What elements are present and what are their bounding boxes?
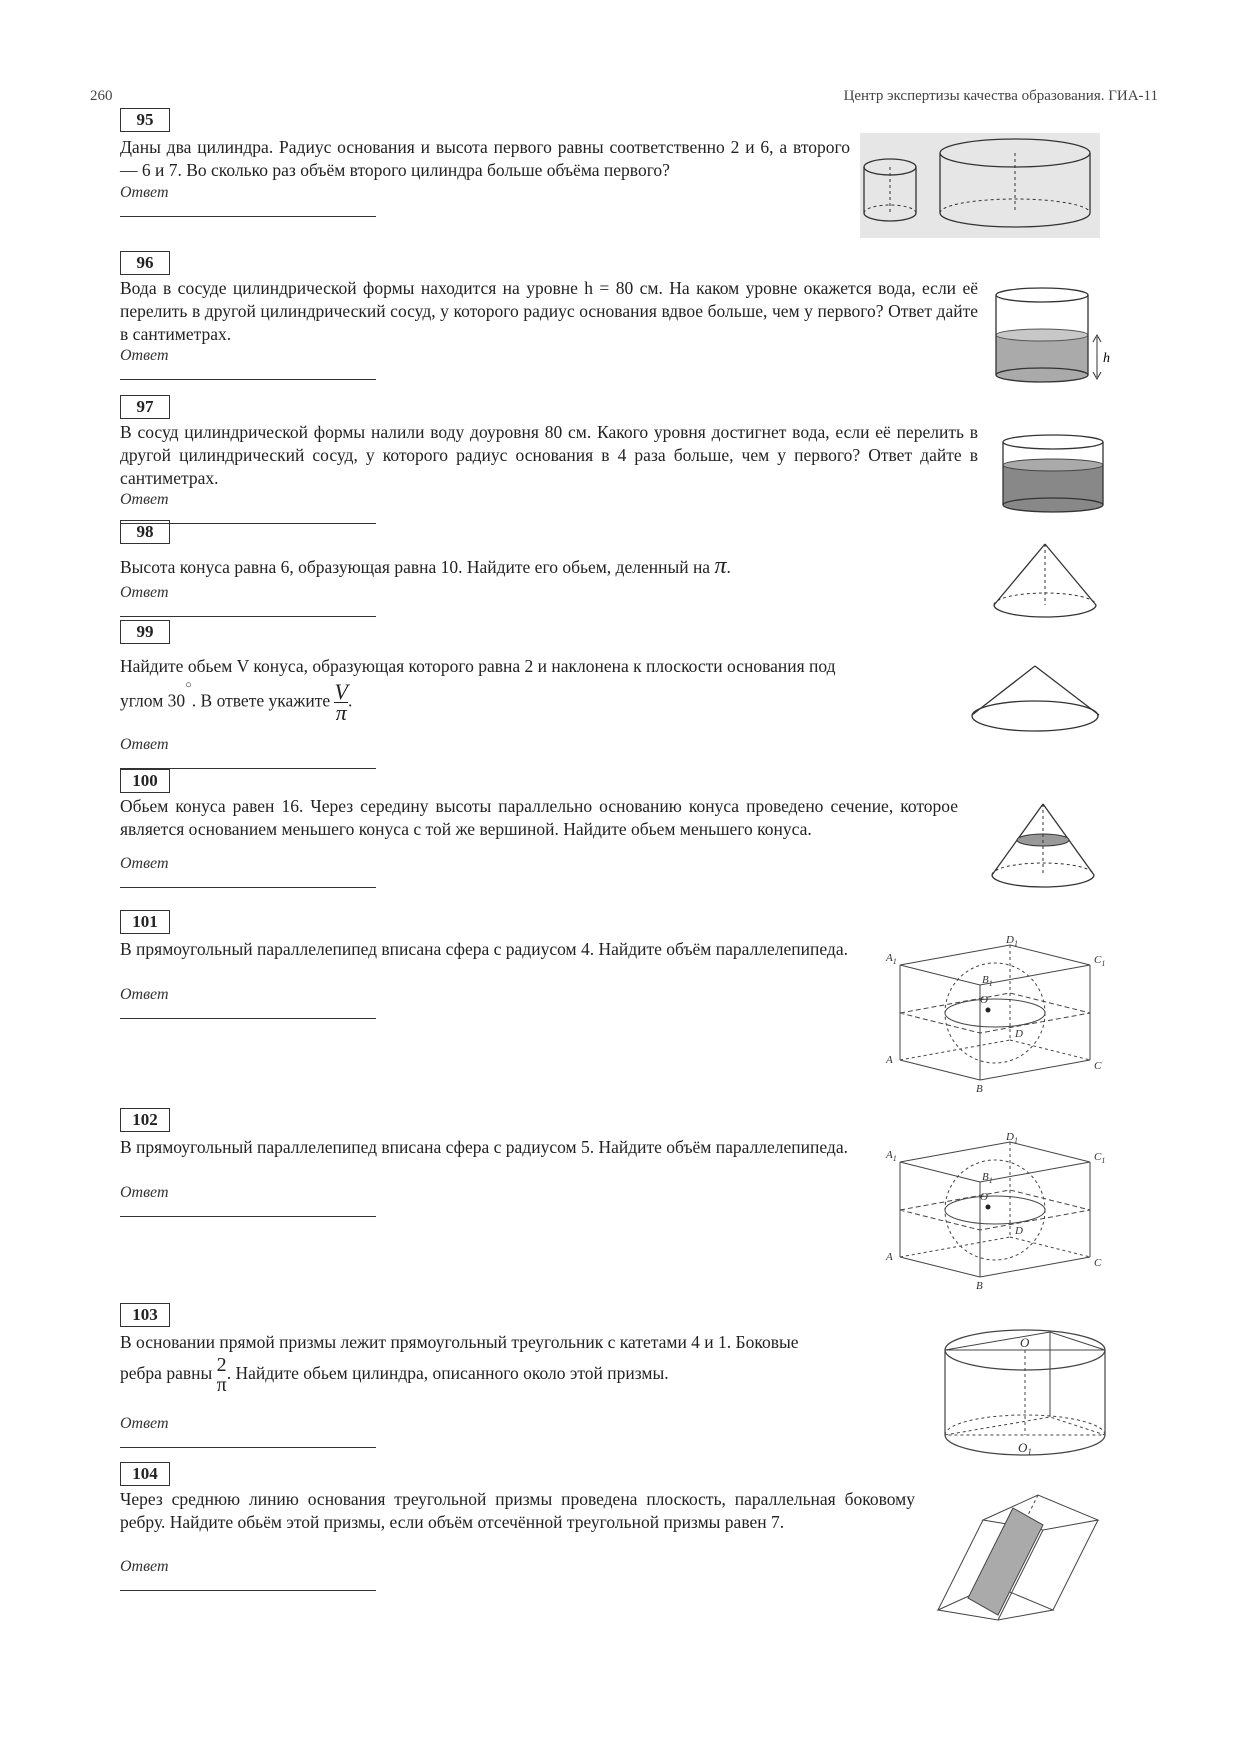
problem-text-line2: углом 30○. В ответе укажите $\frac{V}{\pi}$. xyxy=(120,678,353,725)
answer-label: Ответ xyxy=(120,347,169,364)
degree-sign: ○ xyxy=(185,678,192,691)
problem-text: Обьем конуса равен 16. Через середину высоты параллельно основанию конуса проведено сечение, которое является основанием меньшего конуса с той же вершиной. Найдите обьем меньшего конуса. xyxy=(120,796,958,839)
problem-number: 99 xyxy=(120,620,170,644)
problem-text: В прямоугольный параллелепипед вписана сфера с радиусом 4. Найдите объём параллелепипеда. xyxy=(120,939,848,959)
answer-field[interactable] xyxy=(120,1558,376,1596)
answer-label: Ответ xyxy=(120,491,169,508)
parallelepiped-sphere-figure-2 xyxy=(880,1132,1110,1292)
problem-number: 98 xyxy=(120,520,170,544)
answer-label: Ответ xyxy=(120,1415,169,1432)
svg-text:A: A xyxy=(886,1054,893,1066)
cone-figure xyxy=(990,540,1100,620)
answer-field[interactable] xyxy=(120,1184,376,1222)
answer-label: Ответ xyxy=(120,584,169,601)
two-cylinders-figure xyxy=(860,133,1100,238)
problem-text: В основании прямой призмы лежит прямоугольный треугольник с катетами 4 и 1. Боковые xyxy=(120,1332,799,1352)
problem-text: Через среднюю линию основания треугольной призмы проведена плоскость, параллельная боковому ребру. Найдите обьём этой призмы, если объём отсечённой треугольной призмы равен 7. xyxy=(120,1489,915,1532)
cone-flat-figure xyxy=(968,660,1103,745)
parallelepiped-sphere-figure xyxy=(880,935,1110,1095)
problem-text: Даны два цилиндра. Радиус основания и высота первого равны соответственно 2 и 6, а второго — 6 и 7. Во сколько раз объём второго цилиндра больше объёма первого? xyxy=(120,137,850,180)
problem-text-line2: ребра равны 2 π. Найдите обьем цилиндра, описанного около этой призмы. xyxy=(120,1354,669,1396)
svg-text:B: B xyxy=(976,1280,983,1292)
svg-text:O1: $O_1$ xyxy=(1018,1440,1032,1457)
svg-text:B1: $B_1$ xyxy=(982,974,993,988)
svg-text:D1: $D_1$ xyxy=(1006,1132,1018,1145)
problem-text-main: Высота конуса равна 6, образующая равна 10. Найдите его обьем, деленный на xyxy=(120,557,711,577)
problem-number: 103 xyxy=(120,1303,170,1327)
vessel-filled-figure xyxy=(1000,430,1115,515)
svg-text:C: C xyxy=(1094,1257,1102,1269)
slanted-prism-figure xyxy=(928,1490,1108,1650)
answer-label: Ответ xyxy=(120,986,169,1003)
cone-section-figure xyxy=(988,800,1103,895)
problem-number: 102 xyxy=(120,1108,170,1132)
answer-field[interactable] xyxy=(120,986,376,1024)
problem-number: 97 xyxy=(120,395,170,419)
svg-text:C: C xyxy=(1094,1060,1102,1072)
svg-text:C1: $C_1$ xyxy=(1094,954,1106,968)
height-label: h xyxy=(1103,351,1110,366)
svg-text:D: D xyxy=(1015,1028,1023,1040)
fraction-2-over-pi: 2 π xyxy=(216,1354,227,1396)
answer-label: Ответ xyxy=(120,184,169,201)
svg-text:B1: $B_1$ xyxy=(982,1171,993,1185)
svg-text:A: A xyxy=(886,1251,893,1263)
answer-field[interactable] xyxy=(120,855,376,893)
answer-field[interactable] xyxy=(120,1415,376,1453)
svg-text:O: O xyxy=(980,994,988,1006)
answer-label: Ответ xyxy=(120,1558,169,1575)
problem-text: Высота конуса равна 6, образующая равна 10. Найдите его обьем, деленный на π. xyxy=(120,553,731,579)
answer-label: Ответ xyxy=(120,736,169,753)
svg-text:A1: $A_1$ xyxy=(886,952,897,966)
page-header-title: Центр экспертизы качества образования. ГИА-11 xyxy=(843,88,1158,104)
svg-text:C1: $C_1$ xyxy=(1094,1151,1106,1165)
problem-text: В прямоугольный параллелепипед вписана сфера с радиусом 5. Найдите объём параллелепипеда. xyxy=(120,1137,848,1157)
answer-label: Ответ xyxy=(120,1184,169,1201)
problem-text: В сосуд цилиндрической формы налили воду доуровня 80 см. Какого уровня достигнет вода, если её перелить в другой цилиндрический сосуд, у которого радиус основания в 4 раза больше, чем у первого? Ответ дайте в сантиметрах. xyxy=(120,422,978,488)
pi-symbol: π xyxy=(714,553,727,579)
problem-text: Вода в сосуде цилиндрической формы находится на уровне h = 80 см. На каком уровне окажется вода, если её перелить в другой цилиндрический сосуд, у которого радиус основания вдвое больше, чем у первого? Ответ дайте в сантиметрах. xyxy=(120,278,978,344)
problem-number: 95 xyxy=(120,108,170,132)
cylinder-prism-figure xyxy=(940,1325,1110,1460)
problem-text: Найдите обьем V конуса, образующая которого равна 2 и наклонена к плоскости основания под xyxy=(120,656,836,676)
answer-field[interactable] xyxy=(120,347,376,385)
page-number: 260 xyxy=(90,88,113,104)
answer-label: Ответ xyxy=(120,855,169,872)
svg-text:D: D xyxy=(1015,1225,1023,1237)
answer-field[interactable] xyxy=(120,584,376,622)
problem-number: 101 xyxy=(120,910,170,934)
problem-number: 100 xyxy=(120,769,170,793)
svg-text:D1: $D_1$ xyxy=(1006,935,1018,948)
svg-text:O: O xyxy=(980,1191,988,1203)
answer-field[interactable] xyxy=(120,184,376,222)
svg-text:B: B xyxy=(976,1083,983,1095)
svg-text:A1: $A_1$ xyxy=(886,1149,897,1163)
problem-number: 96 xyxy=(120,251,170,275)
problem-number: 104 xyxy=(120,1462,170,1486)
svg-text:O: O xyxy=(1020,1335,1030,1350)
vessel-with-water-figure xyxy=(993,285,1113,385)
fraction-v-over-pi: $\frac{V}{\pi}$ xyxy=(334,679,348,725)
